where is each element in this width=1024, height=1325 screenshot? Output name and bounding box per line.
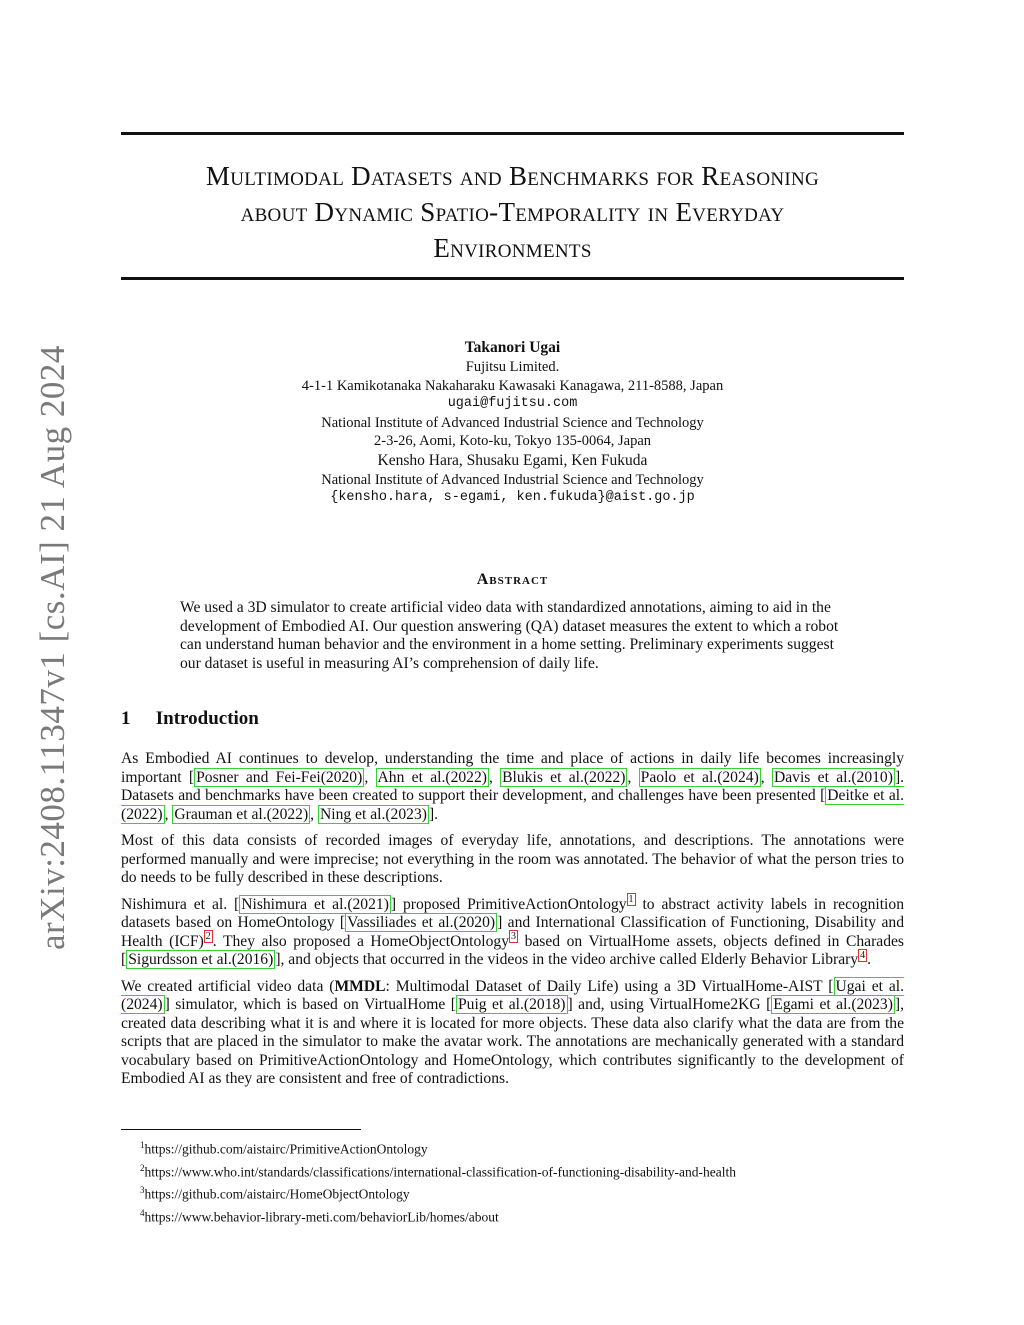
footnotes — [140, 1136, 736, 1226]
text-run: ], and objects that occurred in the videos in the video archive called Elderly Behavior Library — [275, 951, 859, 968]
arxiv-identifier: arXiv:2408.11347v1 [cs.AI] 21 Aug 2024 — [33, 345, 72, 950]
citation-link[interactable]: Grauman et al.(2022) — [174, 805, 309, 823]
title-rule-bottom — [121, 277, 904, 280]
paragraph-3 — [121, 896, 904, 970]
text-run: ], created data describing what it is and where it is located for more objects. These data also clarify what the data are from the scripts that are placed in the simulator to make the avatar work. The annotations are mechanically generated with a standard vocabulary based on PrimitiveActionOntology and HomeOntology, which contributes significantly to the development of Embodied AI as they are consistent and free of contradictions. — [121, 996, 904, 1087]
text-run: . They also proposed a HomeObjectOntology — [212, 932, 510, 950]
section-title: Introduction — [155, 708, 259, 729]
text-run: ] and, using VirtualHome2KG [ — [567, 996, 772, 1013]
text-run: ] proposed PrimitiveActionOntology — [390, 895, 627, 913]
text-run: ] simulator, which is based on VirtualHome [ — [164, 996, 456, 1013]
footnote-number: 2 — [140, 1162, 145, 1173]
text-run: Nishimura et al. [ — [121, 895, 240, 913]
citation-link[interactable]: Ahn et al.(2022) — [377, 768, 487, 786]
footnote-marker[interactable]: 3 — [511, 931, 517, 943]
footnote-url[interactable]: https://www.who.int/standards/classifications/international-classification-of-functioning-disability-and-health — [144, 1164, 736, 1179]
abstract-text: We used a 3D simulator to create artificial video data with standardized annotations, aiming to aid in the development of Embodied AI. Our question answering (QA) dataset measures the extent to which a robot can understand human behavior and the environment in a home setting. Preliminary experiments suggest our dataset is useful in measuring AI’s comprehension of daily life. — [180, 599, 839, 672]
title-rule-top — [121, 132, 904, 135]
citation-link[interactable]: Davis et al.(2010) — [773, 768, 893, 786]
footnote-marker[interactable]: 4 — [860, 949, 866, 961]
footnote-url[interactable]: https://github.com/aistairc/HomeObjectOntology — [144, 1186, 410, 1202]
footnote-1 — [140, 1136, 736, 1159]
text-run: ]. Datasets and benchmarks have been created to support their development, and challenges have been presented [ — [121, 768, 905, 804]
title-line-3: Environments — [433, 233, 592, 263]
citation-link[interactable]: Deitke et al.(2022) — [121, 787, 904, 823]
text-run: : Multimodal Dataset of Daily Life) using a 3D VirtualHome-AIST [ — [385, 977, 834, 995]
title-line-1: Multimodal Datasets and Benchmarks for Reasoning — [205, 161, 820, 191]
abstract-heading: Abstract — [476, 571, 549, 588]
author-1-affiliation-2: National Institute of Advanced Industrial Science and Technology — [321, 414, 704, 431]
citation-link[interactable]: Sigurdsson et al.(2016) — [128, 951, 274, 968]
coauthors-email: {kensho.hara, s-egami, ken.fukuda}@aist.go.jp — [330, 490, 695, 505]
footnote-number: 3 — [140, 1185, 145, 1195]
author-1-address: 4-1-1 Kamikotanaka Nakaharaku Kawasaki Kanagawa, 211-8588, Japan — [301, 377, 724, 394]
dataset-name: MMDL — [334, 977, 386, 995]
citation-link[interactable]: Vassiliades et al.(2020) — [347, 914, 496, 931]
text-run: ]. — [428, 805, 439, 823]
author-1-affiliation: Fujitsu Limited. — [465, 359, 560, 375]
paragraph-4 — [121, 978, 904, 1089]
footnote-3 — [140, 1181, 736, 1204]
text-run: based on VirtualHome assets, objects defined in Charades [ — [121, 932, 904, 968]
footnote-marker[interactable]: 1 — [628, 894, 634, 906]
footnote-url[interactable]: https://www.behavior-library-meti.com/behaviorLib/homes/about — [144, 1209, 499, 1224]
citation-link[interactable]: Egami et al.(2023) — [773, 996, 893, 1013]
footnote-number: 4 — [140, 1207, 145, 1218]
citation-link[interactable]: Ugai et al.(2024) — [121, 977, 904, 1013]
citation-link[interactable]: Ning et al.(2023) — [319, 805, 427, 823]
author-block — [121, 338, 904, 508]
body-text — [121, 750, 904, 1097]
citation-link[interactable]: Paolo et al.(2024) — [640, 768, 759, 786]
citation-link[interactable]: Nishimura et al.(2021) — [241, 895, 389, 913]
text-run: . — [867, 951, 872, 968]
paper-title — [121, 158, 904, 266]
text-run: to abstract activity labels in recognition datasets based on HomeOntology [ — [121, 895, 904, 931]
text-run: As Embodied AI continues to develop, understanding the time and place of actions in daily life becomes increasingly important [ — [121, 750, 904, 786]
section-heading — [121, 708, 259, 730]
coauthors-names: Kensho Hara, Shusaku Egami, Ken Fukuda — [377, 451, 648, 469]
text-run: We created artificial video data ( — [121, 977, 335, 995]
author-1-email: ugai@fujitsu.com — [447, 396, 578, 411]
author-1-name: Takanori Ugai — [464, 339, 561, 356]
footnote-4 — [140, 1204, 736, 1227]
section-number: 1 — [121, 708, 131, 729]
paragraph-2: Most of this data consists of recorded images of everyday life, annotations, and descriptions. The annotations were performed manually and were imprecise; not everything in the room was annotated. The behavior of what the person tries to do needs to be fully described in these descriptions. — [121, 832, 904, 886]
footnote-rule — [121, 1129, 361, 1130]
citation-link[interactable]: Posner and Fei-Fei(2020) — [196, 768, 363, 786]
footnote-url[interactable]: https://github.com/aistairc/PrimitiveActionOntology — [144, 1141, 428, 1157]
author-1-address-2: 2-3-26, Aomi, Koto-ku, Tokyo 135-0064, Japan — [373, 433, 651, 449]
footnote-2 — [140, 1159, 736, 1182]
title-line-2: about Dynamic Spatio-Temporality in Everyday — [240, 197, 785, 227]
paragraph-1: As Embodied AI continues to develop, understanding the time and place of actions in daily life becomes increasingly important [ Posner and Fei-Fei(2020) , Ahn et al.(2022) , Blukis et al.(2022) , Paolo et al.(2024) , Davis et al.(2010) ]. Datasets and benchmarks have been created to support their development, and challenges have been presented [ Deitke et al.(2022) , Grauman et al.(2022) , Ning et al.(2023) ]. — [121, 750, 905, 823]
footnote-marker[interactable]: 2 — [205, 931, 211, 943]
footnote-number: 1 — [140, 1140, 145, 1150]
coauthors-affiliation: National Institute of Advanced Industrial Science and Technology — [321, 471, 704, 488]
citation-link[interactable]: Puig et al.(2018) — [458, 996, 566, 1013]
citation-link[interactable]: Blukis et al.(2022) — [502, 768, 626, 786]
text-run: ] and International Classification of Functioning, Disability and Health (ICF) — [121, 914, 904, 950]
